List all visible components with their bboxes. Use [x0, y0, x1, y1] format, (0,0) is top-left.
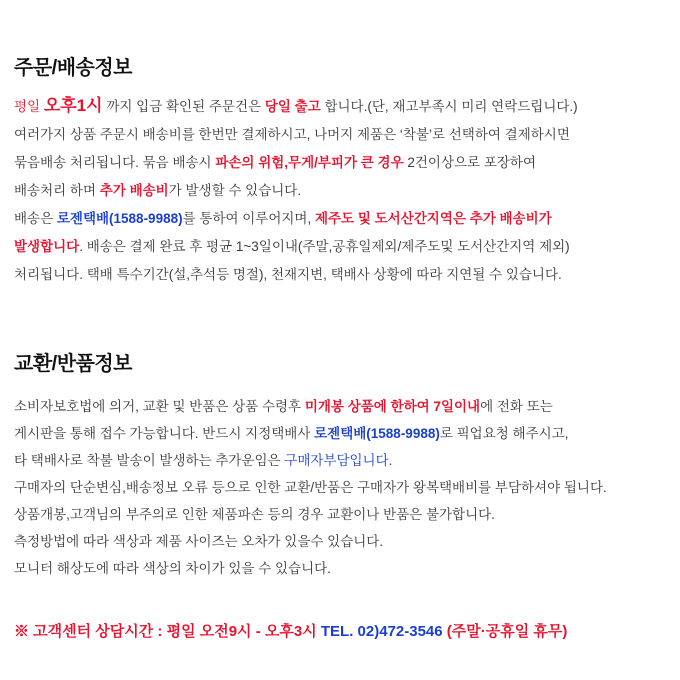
info-text-run: 모니터 해상도에 따라 색상의 차이가 있을 수 있습니다. — [14, 561, 331, 576]
info-text-run: 묶음배송 처리됩니다. 묶음 배송시 — [14, 155, 216, 170]
info-line — [14, 149, 666, 177]
customer-center-notice — [14, 620, 666, 641]
info-line — [14, 121, 666, 149]
info-text-run: 로젠택배(1588-9988) — [56, 211, 183, 226]
info-text-run: 로젠택배(1588-9988) — [314, 426, 440, 441]
info-line — [14, 447, 666, 474]
order-shipping-section-title: 주문/배송정보 — [14, 56, 132, 79]
order-shipping-body — [14, 92, 666, 289]
info-line — [14, 261, 666, 289]
info-line — [14, 393, 666, 420]
info-line — [14, 474, 666, 501]
info-line — [14, 555, 666, 582]
info-line — [14, 205, 666, 233]
info-text-run: 2건이상으로 포장하여 — [403, 155, 537, 170]
info-text-run: 평일 — [14, 99, 44, 114]
info-line — [14, 528, 666, 555]
info-text-run: 를 통하여 이루어지며, — [182, 211, 315, 226]
info-text-run: 배송은 — [14, 211, 57, 226]
info-text-run: 측정방법에 따라 색상과 제품 사이즈는 오차가 있을수 있습니다. — [14, 534, 384, 549]
info-line — [14, 177, 666, 205]
info-text-run: 게시판을 통해 접수 가능합니다. 반드시 지정택배사 — [14, 426, 315, 441]
info-text-run: 구매자부담입니다. — [284, 453, 393, 468]
info-text-run: 오후1시 — [43, 96, 103, 115]
footer-text-run: (주말·공휴일 휴무) — [442, 623, 568, 640]
info-line — [14, 501, 666, 528]
info-text-run: 타 택배사로 착불 발송이 발생하는 추가운임은 — [14, 453, 285, 468]
exchange-return-body — [14, 393, 666, 582]
info-text-run: 발생합니다 — [14, 239, 80, 254]
info-text-run: 소비자보호법에 의거, 교환 및 반품은 상품 수령후 — [14, 399, 305, 414]
exchange-return-section-title: 교환/반품정보 — [14, 352, 132, 375]
info-text-run: 처리됩니다. 택배 특수기간(설,추석등 명절), 천재지변, 택배사 상황에 따라 지연될 수 있습니다. — [14, 267, 562, 282]
info-text-run: 파손의 위험,무게/부피가 큰 경우 — [215, 155, 404, 170]
info-text-run: 상품개봉,고객님의 부주의로 인한 제품파손 등의 경우 교환이나 반품은 불가합니다. — [14, 507, 495, 522]
info-line — [14, 420, 666, 447]
info-text-run: 배송처리 하며 — [14, 183, 100, 198]
info-text-run: . 배송은 결제 완료 후 평균 1~3일이내(주말,공휴일제외/제주도및 도서산간지역 제외) — [79, 239, 570, 254]
info-text-run: 합니다.(단, 재고부족시 미리 연락드립니다.) — [320, 99, 578, 114]
info-line — [14, 92, 666, 121]
info-text-run: 당일 출고 — [264, 99, 321, 114]
info-text-run: 미개봉 상품에 한하여 7일이내 — [304, 399, 481, 414]
footer-text-run: TEL. 02)472-3546 — [320, 623, 443, 640]
info-text-run: 구매자의 단순변심,배송정보 오류 등으로 인한 교환/반품은 구매자가 왕복택배비를 부담하셔야 됩니다. — [14, 480, 607, 495]
info-text-run: 에 전화 또는 — [480, 399, 553, 414]
info-text-run: 가 발생할 수 있습니다. — [168, 183, 302, 198]
info-text-run: 제주도 및 도서산간지역은 추가 배송비가 — [314, 211, 552, 226]
info-line — [14, 233, 666, 261]
info-text-run: 여러가지 상품 주문시 배송비를 한번만 결제하시고, 나머지 제품은 ‘착불’로 선택하여 결제하시면 — [14, 127, 570, 142]
info-text-run: 추가 배송비 — [99, 183, 169, 198]
footer-text-run: ※ 고객센터 상담시간 : 평일 오전9시 - 오후3시 — [14, 623, 321, 640]
info-text-run: 까지 입금 확인된 주문건은 — [102, 99, 265, 114]
info-text-run: 로 픽업요청 해주시고, — [439, 426, 569, 441]
